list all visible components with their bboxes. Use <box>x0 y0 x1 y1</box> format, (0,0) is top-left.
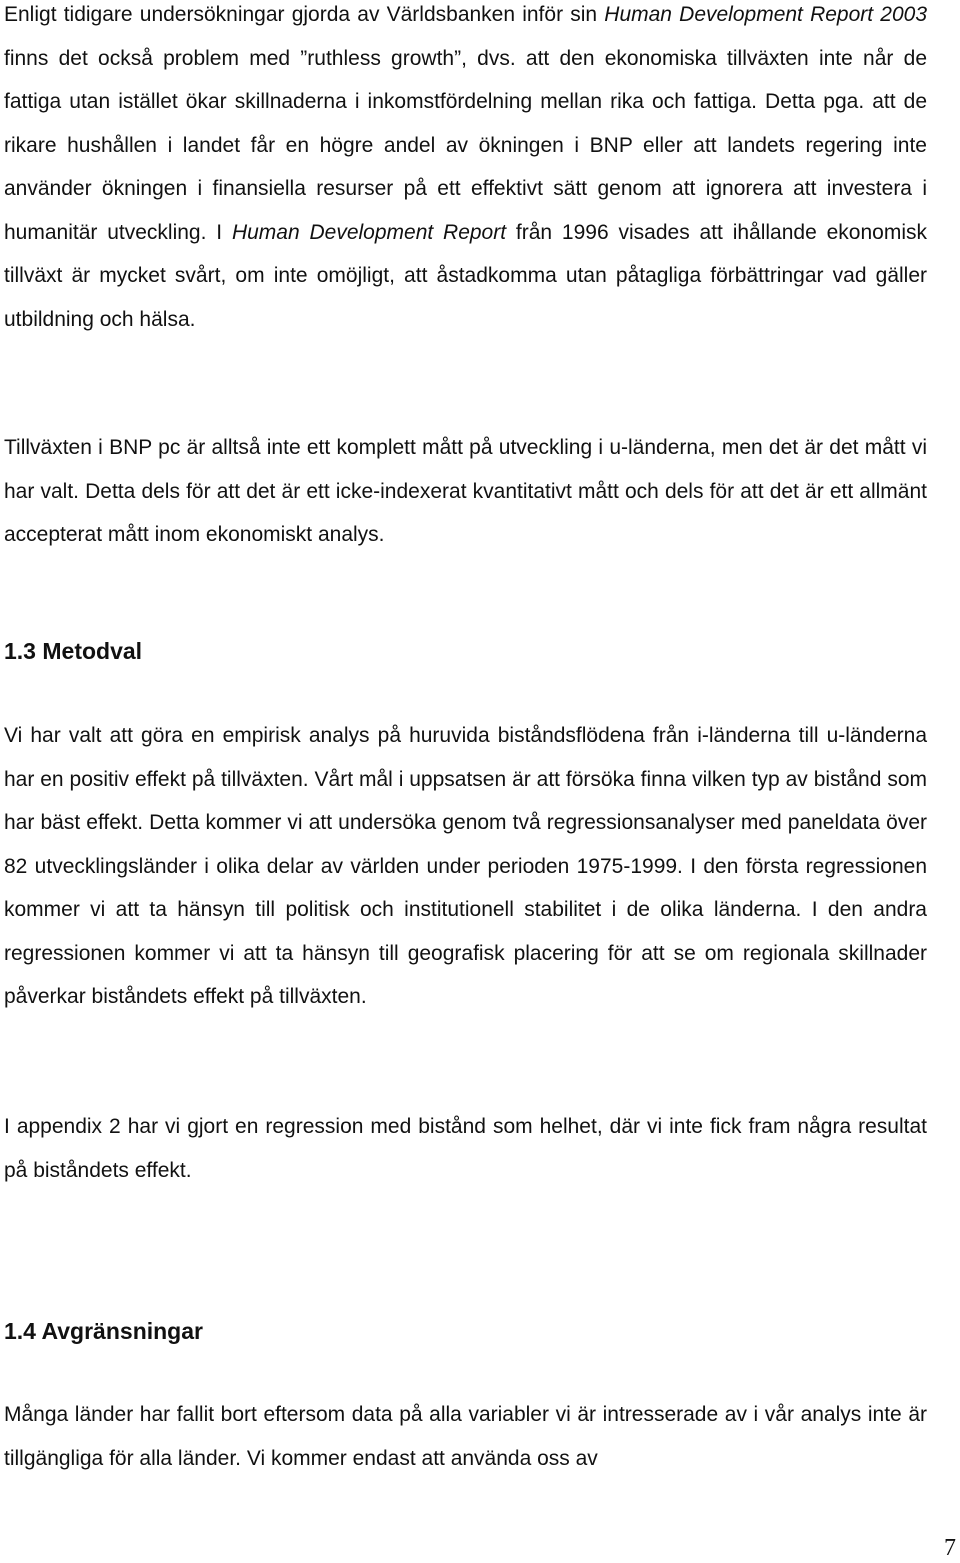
paragraph-text: Enligt tidigare undersökningar gjorda av Världsbanken inför sin <box>4 3 605 26</box>
italic-title-text: Human Development Report 2003 <box>604 3 927 26</box>
paragraph-text: från 1996 visades att ihållande ekonomisk tillväxt är mycket svårt, om inte omöjligt, att åstadkomma utan påtagliga förbättringar vad gäller utbildning och hälsa. <box>4 220 927 331</box>
italic-title-text: Human Development Report <box>231 220 507 244</box>
paragraph-avgransningar <box>4 1393 927 1480</box>
paragraph-text: finns det också problem med ”ruthless growth”, dvs. att den ekonomiska tillväxten inte når de fattiga utan istället ökar skillnaderna i inkomstfördelning mellan rika och fattiga. Detta pga. att de rikare hushållen i landet får en högre andel av ökningen i BNP eller att landets regering inte använder ökningen i finansiella resurser på ett effektivt sätt genom att ignorera att investera i humanitär utveckling. I <box>4 46 927 244</box>
heading-metodval: 1.3 Metodval <box>4 638 143 664</box>
paragraph-text: Många länder har fallit bort eftersom data på alla variabler vi är intresserade av i vår analys inte är tillgängliga för alla länder. Vi kommer endast att använda oss av <box>4 1403 927 1470</box>
paragraph-text: Vi har valt att göra en empirisk analys på huruvida biståndsflödena från i-länderna till u-länderna har en positiv effekt på tillväxten. Vårt mål i uppsatsen är att försöka finna vilken typ av bistånd som har bäst effekt. Detta kommer vi att undersöka genom två regressionsanalyser med paneldata över 82 utvecklingsländer i olika delar av världen under perioden 1975-1999. I den första regressionen kommer vi att ta hänsyn till politisk och institutionell stabilitet i de olika länderna. I den andra regressionen kommer vi att ta hänsyn till geografisk placering för att se om regionala skillnader påverkar biståndets effekt på tillväxten. <box>4 724 927 1008</box>
paragraph-text: I appendix 2 har vi gjort en regression med bistånd som helhet, där vi inte fick fram några resultat på biståndets effekt. <box>4 1115 927 1182</box>
heading-avgransningar: 1.4 Avgränsningar <box>4 1318 203 1344</box>
page-number: 7 <box>944 1535 956 1561</box>
paragraph-text: Tillväxten i BNP pc är alltså inte ett komplett mått på utveckling i u-länderna, men det är det mått vi har valt. Detta dels för att det är ett icke-indexerat kvantitativt mått och dels för att det är ett allmänt accepterat mått inom ekonomiskt analys. <box>4 436 927 546</box>
paragraph-appendix <box>4 1105 927 1192</box>
paragraph-ruthless-growth <box>4 0 927 341</box>
paragraph-metodval <box>4 714 927 1019</box>
paragraph-bnp-measure <box>4 426 927 557</box>
